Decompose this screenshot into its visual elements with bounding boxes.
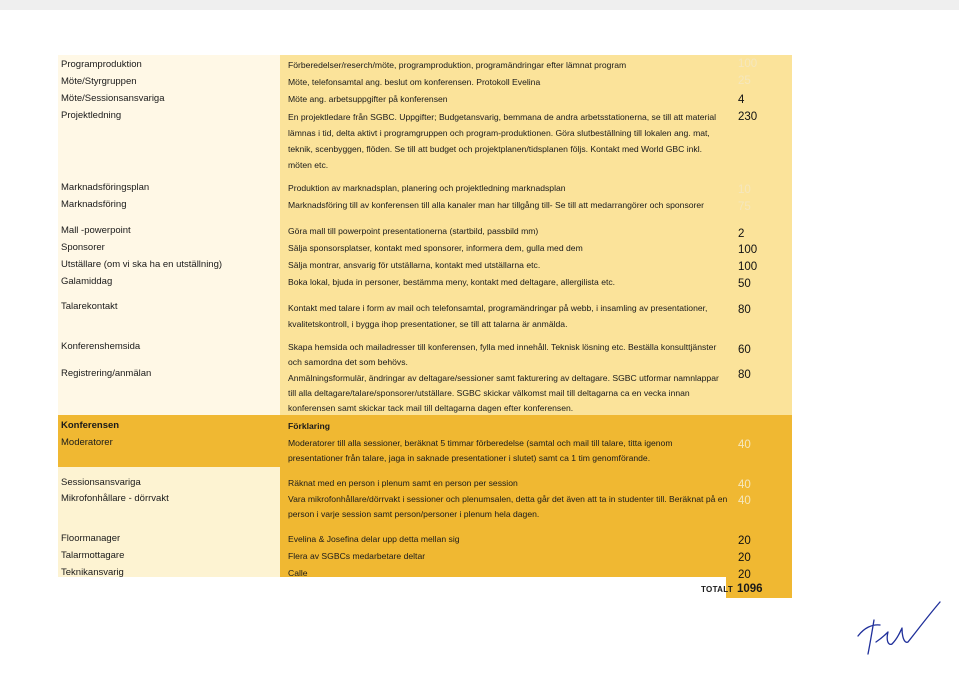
row-hours: 100 xyxy=(738,244,758,256)
row-label: Floormanager xyxy=(61,533,121,544)
top-edge-strip xyxy=(0,0,959,10)
row-hours: 20 xyxy=(738,535,751,547)
handwritten-signature xyxy=(850,598,945,658)
row-hours: 100 xyxy=(738,261,758,273)
row-label: Mikrofonhållare - dörrvakt xyxy=(61,493,169,504)
row-label: Marknadsföringsplan xyxy=(61,182,150,193)
row-label: Möte/Sessionsansvariga xyxy=(61,93,165,104)
row-hours: 25 xyxy=(738,75,751,87)
row-text: Möte ang. arbetsuppgifter på konferensen xyxy=(288,94,448,104)
row-text: Calle xyxy=(288,568,308,578)
row-label: Projektledning xyxy=(61,110,122,121)
row-text: Evelina & Josefina delar upp detta mellan sig xyxy=(288,534,460,544)
row-text: En projektledare från SGBC. Uppgifter; Budgetansvarig, bemmana de andra arbetsstationerna, se till att material lämnas i tid, delta aktivt i programgruppen och program-produktionen. Göra slutbeställning till lokalen ang. mat, teknik, scenbyggen, flöden. Se till att budget och projektplanen/tidsplanen följs. Kontakt med World GBC inkl. möten etc. xyxy=(288,112,717,170)
row-text: Sälja sponsorsplatser, kontakt med sponsorer, informera dem, gulla med dem xyxy=(288,243,583,253)
row-text: Marknadsföring till av konferensen till alla kanaler man har tillgång till- Se till att medarrangörer och sponsorer xyxy=(288,200,705,210)
row-text: Sälja montrar, ansvarig för utställarna, kontakt med utställarna etc. xyxy=(288,260,541,270)
row-text: Vara mikrofonhållare/dörrvakt i sessioner och plenumsalen, detta går det även att ta in studenter till. Beräknat på en person i varje session samt person/personer i plenum hela dagen. xyxy=(288,494,728,519)
row-hours: 50 xyxy=(738,278,751,290)
row-label: Utställare (om vi ska ha en utställning) xyxy=(61,259,223,270)
section-title: Konferensen xyxy=(61,420,120,431)
budget-sheet xyxy=(58,55,792,598)
row-text: Möte, telefonsamtal ang. beslut om konferensen. Protokoll Evelina xyxy=(288,77,541,87)
row-label: Programproduktion xyxy=(61,59,142,70)
row-hours: 100 xyxy=(738,58,758,70)
row-label: Galamiddag xyxy=(61,276,113,287)
row-label: Marknadsföring xyxy=(61,199,127,210)
row-hours: 40 xyxy=(738,495,751,507)
row-hours: 40 xyxy=(738,439,751,451)
section-explanation-header: Förklaring xyxy=(288,421,331,431)
row-text: Boka lokal, bjuda in personer, bestämma meny, kontakt med deltagare, allergilista etc. xyxy=(288,277,616,287)
row-text: Skapa hemsida och mailadresser till konferensen, fylla med innehåll. Teknisk lösning etc. Beställa konsulttjänster och samordna det som behövs. xyxy=(288,342,717,367)
row-hours: 230 xyxy=(738,111,758,123)
row-text: Förberedelser/reserch/möte, programproduktion, programändringar efter lämnat program xyxy=(288,60,627,70)
row-hours: 4 xyxy=(738,94,745,106)
row-label: Registrering/anmälan xyxy=(61,368,152,379)
row-hours: 10 xyxy=(738,184,751,196)
row-label: Talarmottagare xyxy=(61,550,125,561)
row-hours: 20 xyxy=(738,569,751,581)
row-label: Konferenshemsida xyxy=(61,341,141,352)
row-text: Anmälningsformulär, ändringar av deltagare/sessioner samt fakturering av deltagare. SGBC utformar namnlappar till alla deltagare/talare/sponsorer/utställare. SGBC skickar välkomst mail till deltagarna ca en vecka innan konferensen samt skickar tack mail till deltagarna dagen efter konferensen. xyxy=(288,373,719,413)
row-label: Mall -powerpoint xyxy=(61,225,131,236)
row-hours: 80 xyxy=(738,369,751,381)
row-label: Sponsorer xyxy=(61,242,105,253)
row-text: Göra mall till powerpoint presentationerna (startbild, passbild mm) xyxy=(288,226,539,236)
row-text: Produktion av marknadsplan, planering och projektledning marknadsplan xyxy=(288,183,566,193)
row-text: Flera av SGBCs medarbetare deltar xyxy=(288,551,426,561)
row-text: Kontakt med talare i form av mail och telefonsamtal, programändringar på webb, i insamling av presentationer, kvalitetskontroll, i bygga ihop presentationer, se till att talarna är anmälda. xyxy=(288,303,708,329)
row-hours: 80 xyxy=(738,304,751,316)
row-label: Moderatorer xyxy=(61,437,113,448)
total-value: 1096 xyxy=(737,583,763,595)
row-label: Talarekontakt xyxy=(61,301,118,312)
row-text: Moderatorer till alla sessioner, beräknat 5 timmar förberedelse (samtal och mail till talare, titta igenom presentationer från talare, jaga in saknade presentationer i slutet) samt ca 1 tim genomförande. xyxy=(288,438,673,463)
row-hours: 60 xyxy=(738,344,751,356)
row-label: Teknikansvarig xyxy=(61,567,124,578)
row-text: Räknat med en person i plenum samt en person per session xyxy=(288,478,518,488)
total-label: TOTALT xyxy=(701,585,734,594)
row-label: Sessionsansvariga xyxy=(61,477,141,488)
row-hours: 2 xyxy=(738,228,745,240)
row-hours: 40 xyxy=(738,479,751,491)
row-hours: 75 xyxy=(738,201,751,213)
row-hours: 20 xyxy=(738,552,751,564)
row-label: Möte/Styrgruppen xyxy=(61,76,137,87)
